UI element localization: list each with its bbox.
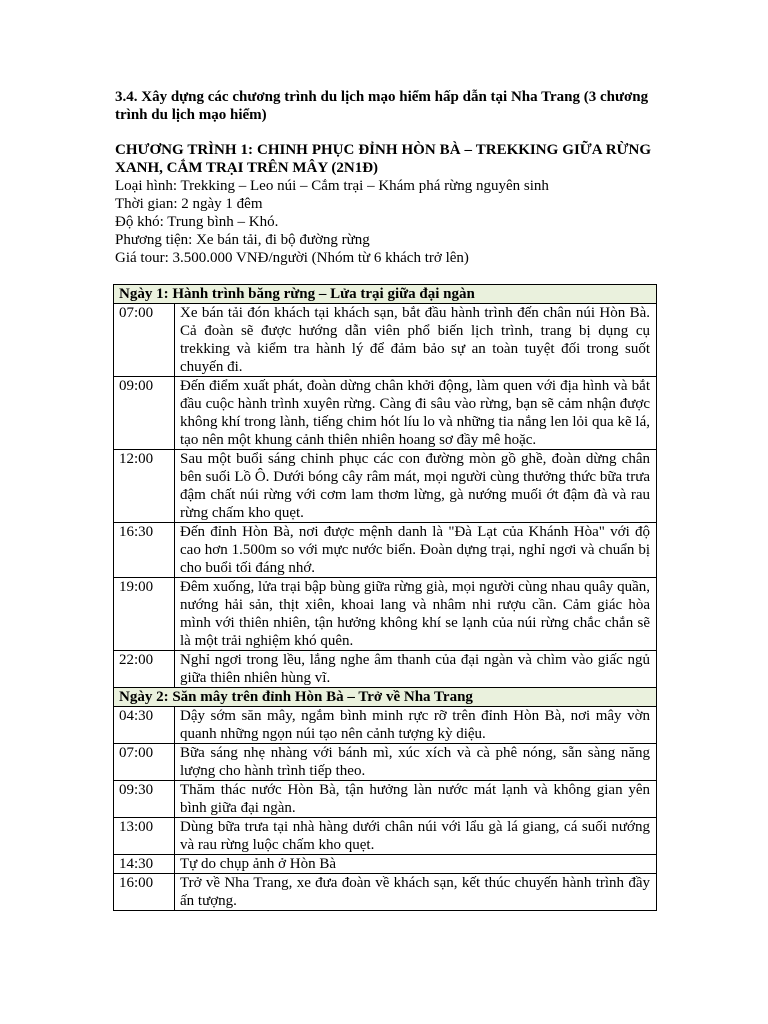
program-price: Giá tour: 3.500.000 VNĐ/người (Nhóm từ 6 khách trở lên) [115, 250, 469, 266]
time-cell: 22:00 [114, 651, 175, 688]
time-cell: 09:30 [114, 781, 175, 818]
table-row [114, 855, 657, 874]
day-title: Ngày 2: Săn mây trên đỉnh Hòn Bà – Trở về Nha Trang [114, 688, 657, 707]
section-heading: 3.4. Xây dựng các chương trình du lịch mạo hiểm hấp dẫn tại Nha Trang (3 chương trình du lịch mạo hiểm) [115, 89, 649, 123]
activity-cell: Dậy sớm săn mây, ngắm bình minh rực rỡ trên đỉnh Hòn Bà, nơi mây vờn quanh những ngọn núi tạo nên cảnh tượng kỳ diệu. [175, 707, 657, 744]
document-page [115, 88, 651, 911]
time-cell: 19:00 [114, 578, 175, 651]
time-cell: 07:00 [114, 744, 175, 781]
activity-cell: Bữa sáng nhẹ nhàng với bánh mì, xúc xích và cà phê nóng, sẵn sàng năng lượng cho hành trình tiếp theo. [175, 744, 657, 781]
time-cell: 16:00 [114, 874, 175, 911]
table-row [114, 707, 657, 744]
program-title: CHƯƠNG TRÌNH 1: CHINH PHỤC ĐỈNH HÒN BÀ – TREKKING GIỮA RỪNG XANH, CẮM TRẠI TRÊN MÂY (2N1Đ) [115, 142, 651, 176]
activity-cell: Trở về Nha Trang, xe đưa đoàn về khách sạn, kết thúc chuyến hành trình đầy ấn tượng. [175, 874, 657, 911]
activity-cell: Nghỉ ngơi trong lều, lắng nghe âm thanh của đại ngàn và chìm vào giấc ngủ giữa thiên nhiên hùng vĩ. [175, 651, 657, 688]
activity-cell: Đêm xuống, lửa trại bập bùng giữa rừng già, mọi người cùng nhau quây quần, nướng hải sản, thịt xiên, khoai lang và nhâm nhi rượu cần. Cảm giác hòa mình với thiên nhiên, tận hưởng không khí se lạnh của núi rừng chắc chắn sẽ là một trải nghiệm khó quên. [175, 578, 657, 651]
time-cell: 16:30 [114, 523, 175, 578]
program-difficulty: Độ khó: Trung bình – Khó. [115, 214, 279, 230]
activity-cell: Sau một buổi sáng chinh phục các con đường mòn gồ ghề, đoàn dừng chân bên suối Lồ Ô. Dưới bóng cây râm mát, mọi người cùng thưởng thức bữa trưa đậm chất núi rừng với cơm lam thơm lừng, gà nướng muối ớt đậm đà và rau rừng chấm kho quẹt. [175, 450, 657, 523]
table-row [114, 578, 657, 651]
program-duration: Thời gian: 2 ngày 1 đêm [115, 196, 263, 212]
itinerary-table [113, 284, 657, 911]
program-transport: Phương tiện: Xe bán tải, đi bộ đường rừng [115, 232, 370, 248]
table-row [114, 377, 657, 450]
program-type: Loại hình: Trekking – Leo núi – Cắm trại – Khám phá rừng nguyên sinh [115, 178, 549, 194]
table-row [114, 651, 657, 688]
day-title: Ngày 1: Hành trình băng rừng – Lửa trại giữa đại ngàn [114, 285, 657, 304]
table-row [114, 304, 657, 377]
time-cell: 14:30 [114, 855, 175, 874]
time-cell: 12:00 [114, 450, 175, 523]
table-row [114, 523, 657, 578]
table-row [114, 781, 657, 818]
day-header-row [114, 285, 657, 304]
activity-cell: Dùng bữa trưa tại nhà hàng dưới chân núi với lẩu gà lá giang, cá suối nướng và rau rừng luộc chấm kho quẹt. [175, 818, 657, 855]
time-cell: 07:00 [114, 304, 175, 377]
table-row [114, 818, 657, 855]
itinerary-table-body [114, 285, 657, 911]
table-row [114, 450, 657, 523]
activity-cell: Đến điểm xuất phát, đoàn dừng chân khởi động, làm quen với địa hình và bắt đầu cuộc hành trình xuyên rừng. Càng đi sâu vào rừng, bạn sẽ cảm nhận được không khí trong lành, tiếng chim hót líu lo và những tia nắng len lỏi qua kẽ lá, tạo nên một khung cảnh thiên nhiên hoang sơ đầy mê hoặc. [175, 377, 657, 450]
table-row [114, 874, 657, 911]
activity-cell: Đến đỉnh Hòn Bà, nơi được mệnh danh là "Đà Lạt của Khánh Hòa" với độ cao hơn 1.500m so với mực nước biển. Đoàn dựng trại, nghỉ ngơi và chuẩn bị cho buổi tối đáng nhớ. [175, 523, 657, 578]
time-cell: 09:00 [114, 377, 175, 450]
table-row [114, 744, 657, 781]
time-cell: 04:30 [114, 707, 175, 744]
activity-cell: Xe bán tải đón khách tại khách sạn, bắt đầu hành trình đến chân núi Hòn Bà. Cả đoàn sẽ được hướng dẫn viên phổ biến lịch trình, trang bị dụng cụ trekking và kiểm tra hành lý để đảm bảo sự an toàn tuyệt đối trong suốt chuyến đi. [175, 304, 657, 377]
time-cell: 13:00 [114, 818, 175, 855]
activity-cell: Thăm thác nước Hòn Bà, tận hưởng làn nước mát lạnh và không gian yên bình giữa đại ngàn. [175, 781, 657, 818]
activity-cell: Tự do chụp ảnh ở Hòn Bà [175, 855, 657, 874]
day-header-row [114, 688, 657, 707]
